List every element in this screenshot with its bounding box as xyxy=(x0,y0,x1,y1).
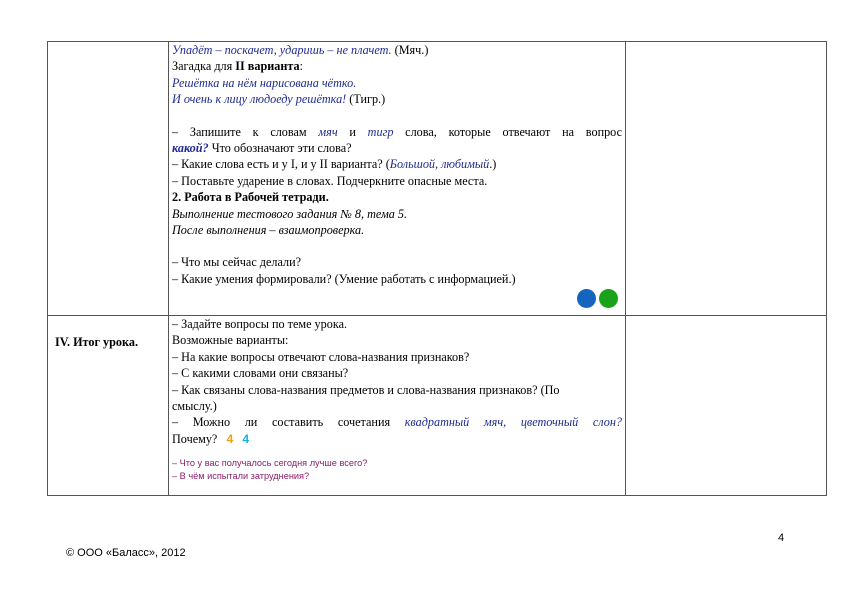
reflection-line: – В чём испытали затруднения? xyxy=(172,471,310,482)
content-cell xyxy=(169,316,626,496)
reflection-line: – Что у вас получалось сегодня лучше всего? xyxy=(172,458,368,469)
summary-line: – На какие вопросы отвечают слова-названия признаков? xyxy=(172,349,470,364)
task-line: – Какие слова есть и у I, и у II варианта? (Большой, любимый.) xyxy=(172,157,497,172)
page-number: 4 xyxy=(778,532,785,544)
task-line: – Запишите к словам мяч и тигр слова, которые отвечают на вопрос xyxy=(172,124,622,139)
summary-line: смыслу.) xyxy=(172,399,217,414)
riddle-line: И очень к лицу людоеду решётка! (Тигр.) xyxy=(172,92,386,107)
marker-dots xyxy=(574,289,618,312)
footer-copyright: © ООО «Баласс», 2012 xyxy=(66,547,186,559)
lesson-table xyxy=(47,41,827,496)
table-row xyxy=(48,42,827,316)
table-row xyxy=(48,316,827,496)
stage-label: IV. Итог урока. xyxy=(55,335,138,349)
section-line: Выполнение тестового задания № 8, тема 5. xyxy=(172,206,408,221)
summary-line: Почему? 4 4 xyxy=(172,431,250,446)
stage-cell xyxy=(48,42,169,316)
notes-cell xyxy=(626,42,827,316)
question-line: – Что мы сейчас делали? xyxy=(172,255,302,270)
task-line: какой? Что обозначают эти слова? xyxy=(172,141,352,156)
section-title: 2. Работа в Рабочей тетради. xyxy=(172,190,329,205)
summary-line: – Задайте вопросы по теме урока. xyxy=(172,317,348,331)
summary-line: – Как связаны слова-названия предметов и слова-названия признаков? (По xyxy=(172,382,560,397)
content-cell xyxy=(169,42,626,316)
blue-dot-icon xyxy=(577,289,596,308)
stage-cell xyxy=(48,316,169,496)
riddle-line: Упадёт – поскачет, ударишь – не плачет. (Мяч.) xyxy=(172,43,429,57)
section-line: После выполнения – взаимопроверка. xyxy=(172,223,365,238)
riddle-label: Загадка для II варианта: xyxy=(172,59,304,74)
summary-line: Возможные варианты: xyxy=(172,333,289,348)
question-line: – Какие умения формировали? (Умение работать с информацией.) xyxy=(172,271,516,286)
summary-line: – Можно ли составить сочетания квадратный мяч, цветочный слон? xyxy=(172,415,622,430)
notes-cell xyxy=(626,316,827,496)
summary-line: – С какими словами они связаны? xyxy=(172,366,349,381)
task-line: – Поставьте ударение в словах. Подчеркните опасные места. xyxy=(172,173,488,188)
riddle-line: Решётка на нём нарисована чётко. xyxy=(172,75,357,90)
green-dot-icon xyxy=(599,289,618,308)
